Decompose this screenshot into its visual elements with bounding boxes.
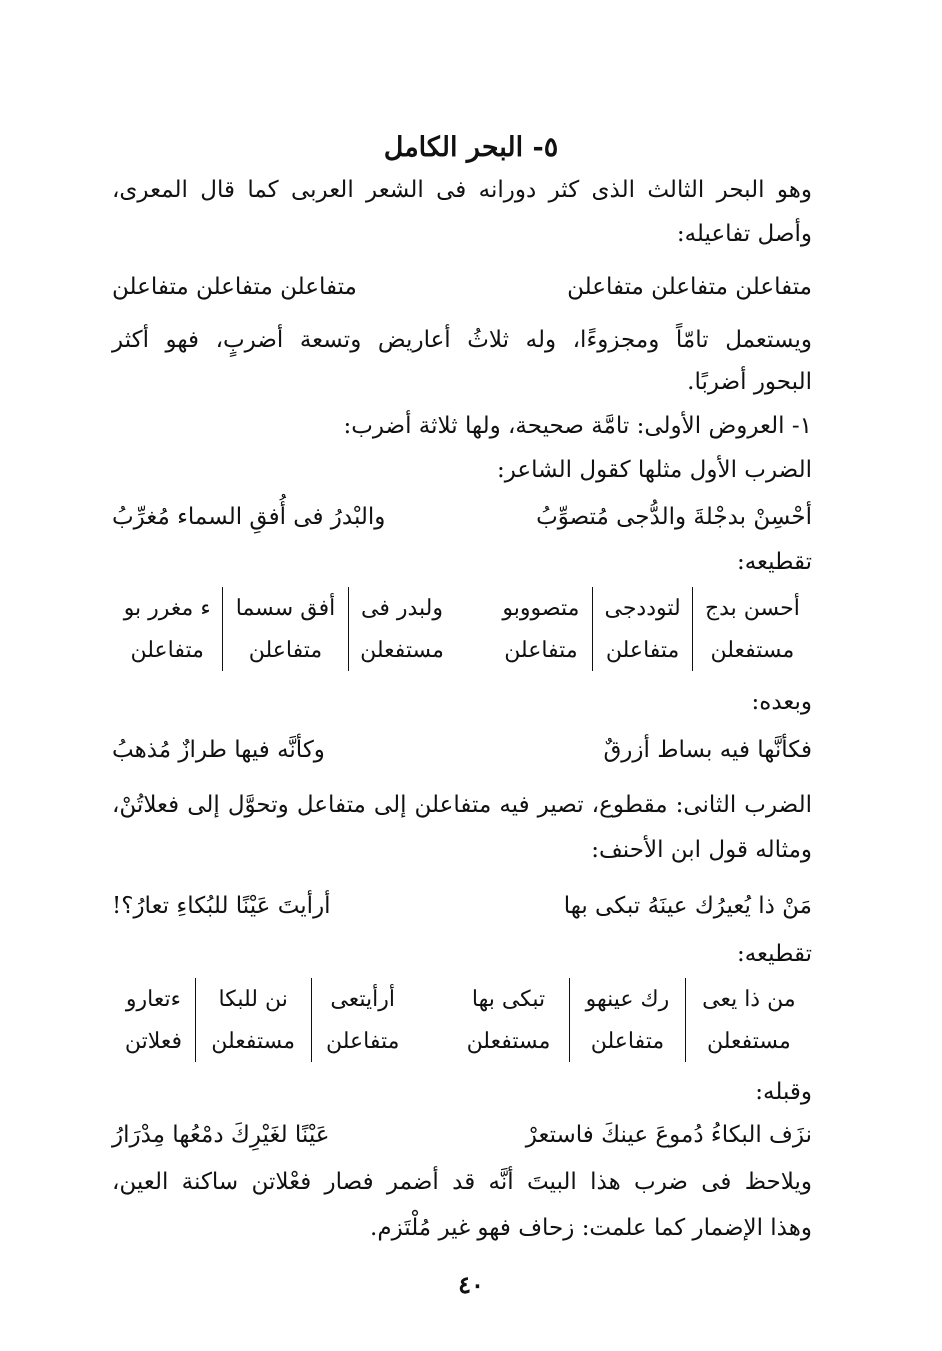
pattern-second-hemistich: متفاعلن متفاعلن متفاعلن — [112, 274, 357, 300]
scansion-feet-row — [112, 629, 812, 671]
scansion-syllables-row — [112, 587, 812, 629]
darb2-line-1: الضرب الثانى: مقطوع، تصير فيه متفاعلن إلى متفاعل وتحوَّل إلى فعلاتُنْ، — [112, 792, 812, 818]
darb2-line-2: ومثاله قول ابن الأحنف: — [591, 837, 812, 863]
intro-line-1: وهو البحر الثالث الذى كثر دورانه فى الشعر العربى كما قال المعرى، — [112, 177, 812, 203]
scansion-cell: ولبدر فى — [348, 587, 455, 629]
scansion-cell: أرأيتعى — [311, 978, 414, 1020]
scansion-foot: متفاعلن — [593, 629, 692, 671]
usage-line-1: ويستعمل تامّاً ومجزوءًا، وله ثلاثُ أعاريض وتسعة أضربٍ، فهو أكثر — [112, 327, 812, 353]
scansion-cell: تبكى بها — [471, 986, 546, 1012]
scansion-syllables-row — [112, 978, 812, 1020]
before-label: وقبله: — [755, 1079, 812, 1105]
intro-line-2: وأصل تفاعيله: — [676, 221, 812, 247]
page-number: ٤٠ — [458, 1270, 484, 1299]
verse-1-first-hemistich: أحْسِنْ بدجْلةَ والدُّجى مُتصوِّبُ — [536, 504, 812, 530]
verse-1-second-hemistich: والبْدرُ فى أُفقِ السماء مُغرِّبُ — [112, 504, 386, 530]
scansion-table-2 — [112, 978, 812, 1062]
darb1-intro: الضرب الأول مثلها كقول الشاعر: — [496, 457, 812, 483]
pattern-verse — [112, 265, 812, 309]
verse-4-first-hemistich: نزَف البكاءُ دُموعَ عينكَ فاستعرْ — [525, 1122, 812, 1148]
scansion-foot: مستفعلن — [685, 1020, 812, 1062]
scansion-cell: رك عينهو — [570, 978, 686, 1020]
scansion-foot: متفاعلن — [311, 1020, 414, 1062]
scansion-foot: متفاعلن — [223, 629, 348, 671]
verse-4 — [112, 1113, 812, 1157]
page-title: ٥- البحر الكامل — [383, 132, 559, 163]
verse-2 — [112, 728, 812, 772]
verse-2-first-hemistich: فكأنَّها فيه بساط أزرقٌ — [603, 737, 812, 763]
scansion-cell: من ذا يعى — [685, 978, 812, 1020]
scansion-foot: متفاعلن — [570, 1020, 686, 1062]
note-line-1: ويلاحظ فى ضرب هذا البيتَ أنَّه قد أضمر فصار فعْلاتن ساكنة العين، — [112, 1169, 812, 1195]
verse-1 — [112, 495, 812, 539]
scansion-cell: ء مغرر بو — [123, 595, 211, 621]
scansion-foot: فعلاتن — [124, 1028, 182, 1054]
verse-3-second-hemistich: أرأيتَ عَيْنًا للبُكاءِ تعارُ؟! — [112, 893, 331, 919]
verse-4-second-hemistich: عَيْنًا لغَيْرِكَ دمْعُها مِدْرَارُ — [112, 1122, 330, 1148]
scansion-cell: متصووبو — [502, 595, 580, 621]
usage-line-2: البحور أضربًا. — [687, 369, 812, 395]
verse-2-second-hemistich: وكأنَّه فيها طرازٌ مُذهبُ — [112, 737, 325, 763]
verse-3 — [112, 884, 812, 928]
verse-3-first-hemistich: مَنْ ذا يُعيرُك عينَهُ تبكى بها — [563, 893, 812, 919]
scansion-foot: مستفعلن — [348, 629, 455, 671]
scansion-cell: أحسن بدج — [692, 587, 812, 629]
taqti-label: تقطيعه: — [736, 549, 812, 575]
scansion-table-1 — [112, 587, 812, 671]
note-line-2: وهذا الإضمار كما علمت: زحاف فهو غير مُلْتَزم. — [370, 1215, 812, 1241]
scansion-cell: ءتعارو — [125, 986, 181, 1012]
scansion-foot: مستفعلن — [466, 1028, 551, 1054]
scansion-cell: لتوددجى — [593, 587, 692, 629]
scansion-foot: متفاعلن — [130, 637, 204, 663]
section-heading: ١- العروض الأولى: تامَّة صحيحة، ولها ثلاثة أضرب: — [343, 413, 812, 439]
taqti-label-2: تقطيعه: — [736, 941, 812, 967]
scansion-cell: أفق سسما — [223, 587, 348, 629]
scansion-feet-row — [112, 1020, 812, 1062]
scansion-foot: مستفعلن — [195, 1020, 311, 1062]
after-label: وبعده: — [751, 689, 812, 715]
scansion-foot: مستفعلن — [692, 629, 812, 671]
pattern-first-hemistich: متفاعلن متفاعلن متفاعلن — [567, 274, 812, 300]
scansion-cell: نن للبكا — [195, 978, 311, 1020]
scansion-foot: متفاعلن — [504, 637, 578, 663]
